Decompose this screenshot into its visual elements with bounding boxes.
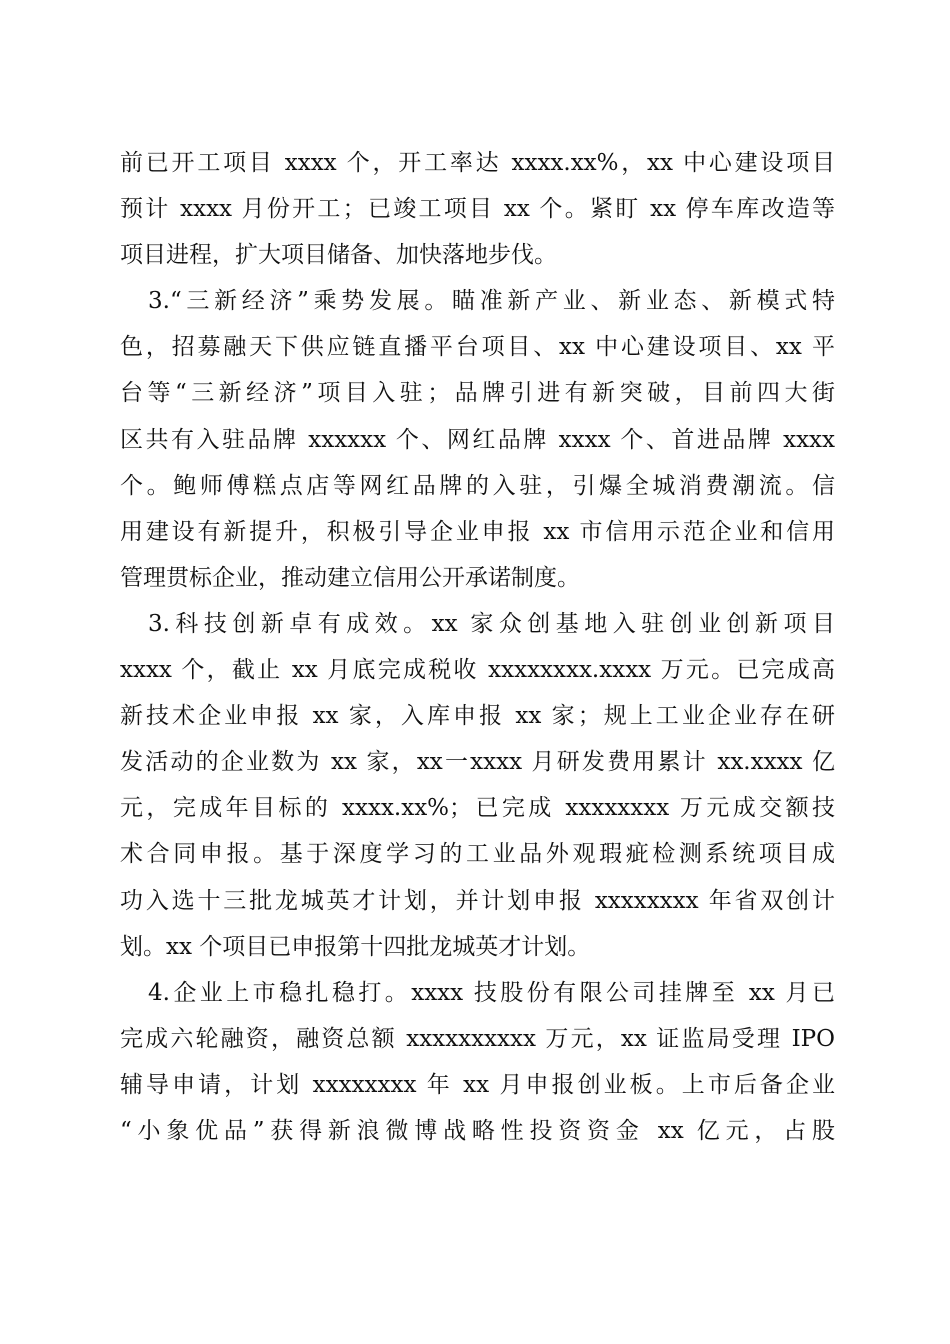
- text-line: 术合同申报。基于深度学习的工业品外观瑕疵检测系统项目成: [120, 841, 835, 868]
- text-line: 辅导申请，计划 xxxxxxxx 年 xx 月申报创业板。上市后备企业: [120, 1071, 835, 1098]
- document-body: [120, 140, 835, 1154]
- text-line: 完成六轮融资，融资总额 xxxxxxxxxx 万元，xx 证监局受理 IPO: [120, 1025, 835, 1052]
- text-line: 划。xx 个项目已申报第十四批龙城英才计划。: [120, 933, 591, 960]
- section-heading-line: 3.“三新经济”乘势发展。瞄准新产业、新业态、新模式特: [148, 288, 835, 315]
- text-line: 色，招募融天下供应链直播平台项目、xx 中心建设项目、xx 平: [120, 334, 835, 361]
- section-heading-line: 3.科技创新卓有成效。xx 家众创基地入驻创业创新项目: [148, 610, 835, 637]
- text-line: 区共有入驻品牌 xxxxxx 个、网红品牌 xxxx 个、首进品牌 xxxx: [120, 426, 835, 453]
- text-line: 功入选十三批龙城英才计划，并计划申报 xxxxxxxx 年省双创计: [120, 887, 835, 914]
- text-line: 元，完成年目标的 xxxx.xx%；已完成 xxxxxxxx 万元成交额技: [120, 795, 835, 822]
- text-line: 前已开工项目 xxxx 个，开工率达 xxxx.xx%，xx 中心建设项目: [120, 150, 835, 176]
- text-line: 项目进程，扩大项目储备、加快落地步伐。: [120, 242, 557, 269]
- text-line: 新技术企业申报 xx 家，入库申报 xx 家；规上工业企业存在研: [120, 703, 835, 730]
- text-line: “小象优品”获得新浪微博战略性投资资金 xx 亿元，占股: [120, 1117, 835, 1144]
- text-line: 个。鲍师傅糕点店等网红品牌的入驻，引爆全城消费潮流。信: [120, 472, 835, 499]
- text-line: 台等“三新经济”项目入驻；品牌引进有新突破，目前四大街: [120, 380, 835, 407]
- text-line: 预计 xxxx 月份开工；已竣工项目 xx 个。紧盯 xx 停车库改造等: [120, 196, 835, 223]
- section-heading-line: 4.企业上市稳扎稳打。xxxx 技股份有限公司挂牌至 xx 月已: [148, 979, 835, 1006]
- text-line: 用建设有新提升，积极引导企业申报 xx 市信用示范企业和信用: [120, 518, 835, 545]
- text-line: 管理贯标企业，推动建立信用公开承诺制度。: [120, 564, 580, 591]
- text-line: xxxx 个，截止 xx 月底完成税收 xxxxxxxx.xxxx 万元。已完成高: [120, 657, 835, 684]
- text-line: 发活动的企业数为 xx 家，xx一xxxx 月研发费用累计 xx.xxxx 亿: [120, 749, 835, 776]
